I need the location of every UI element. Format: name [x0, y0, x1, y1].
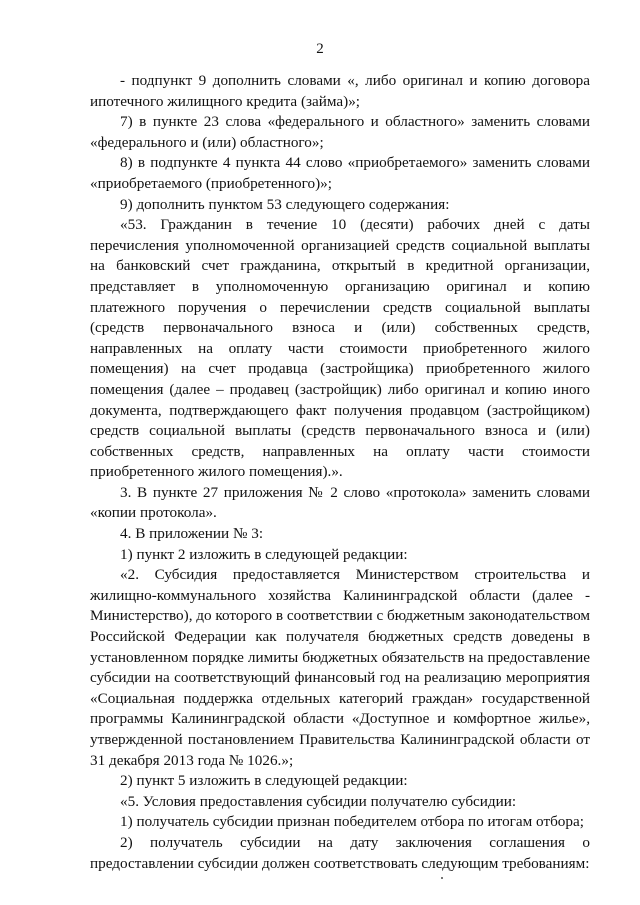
- page-number: 2: [316, 41, 324, 57]
- paragraph: «2. Субсидия предоставляется Министерством строительства и жилищно-коммунального хозяйства Калининградской области (далее - Министерство), до которого в соответствии с бюджетным законодательством Российской Федерации как получателя бюджетных средств доведены в установленном порядке лимиты бюджетных обязательств на предоставление субсидии на соответствующий финансовый год на реализацию мероприятия «Социальная поддержка отдельных категорий граждан» государственной программы Калининградской области «Доступное и комфортное жилье», утвержденной постановлением Правительства Калининградской области от 31 декабря 2013 года № 1026.»;: [90, 566, 590, 769]
- paragraph: - подпункт 9 дополнить словами «, либо оригинал и копию договора ипотечного жилищного кредита (займа)»;: [90, 72, 590, 110]
- paragraph: 9) дополнить пунктом 53 следующего содержания:: [120, 195, 450, 213]
- paragraph: 3. В пункте 27 приложения № 2 слово «протокола» заменить словами «копии протокола».: [90, 483, 590, 522]
- paragraph: 2) пункт 5 изложить в следующей редакции:: [120, 772, 408, 790]
- paragraph: 7) в пункте 23 слова «федерального и областного» заменить словами «федерального и (или) областного»;: [90, 113, 590, 151]
- paragraph: 1) пункт 2 изложить в следующей редакции:: [120, 545, 408, 563]
- scan-speck: [441, 877, 443, 879]
- paragraph: 1) получатель субсидии признан победителем отбора по итогам отбора;: [120, 813, 584, 831]
- paragraph: «53. Гражданин в течение 10 (десяти) рабочих дней с даты перечисления уполномоченной организацией средств социальной выплаты на банковский счет гражданина, открытый в кредитной организации, представляет в уполномоченную организацию оригинал и копию платежного поручения о перечислении средств социальной выплаты (средств первоначального взноса и (или) собственных средств, направленных на оплату части стоимости приобретенного жилого помещения) на счет продавца (застройщика) приобретенного жилого помещения (далее – продавец (застройщик) либо оригинал и копию иного документа, подтверждающего факт получения продавцом (застройщиком) средств социальной выплаты (средств первоначального взноса и (или) собственных средств, направленных на оплату части стоимости приобретенного жилого помещения).».: [90, 216, 590, 481]
- paragraph: «5. Условия предоставления субсидии получателю субсидии:: [120, 792, 517, 810]
- paragraph: 2) получатель субсидии на дату заключения соглашения о предоставлении субсидии должен соответствовать следующим требованиям:: [90, 833, 590, 872]
- paragraph: 8) в подпункте 4 пункта 44 слово «приобретаемого» заменить словами «приобретаемого (приобретенного)»;: [90, 154, 590, 192]
- document-body: [90, 71, 590, 874]
- paragraph: 4. В приложении № 3:: [120, 525, 264, 543]
